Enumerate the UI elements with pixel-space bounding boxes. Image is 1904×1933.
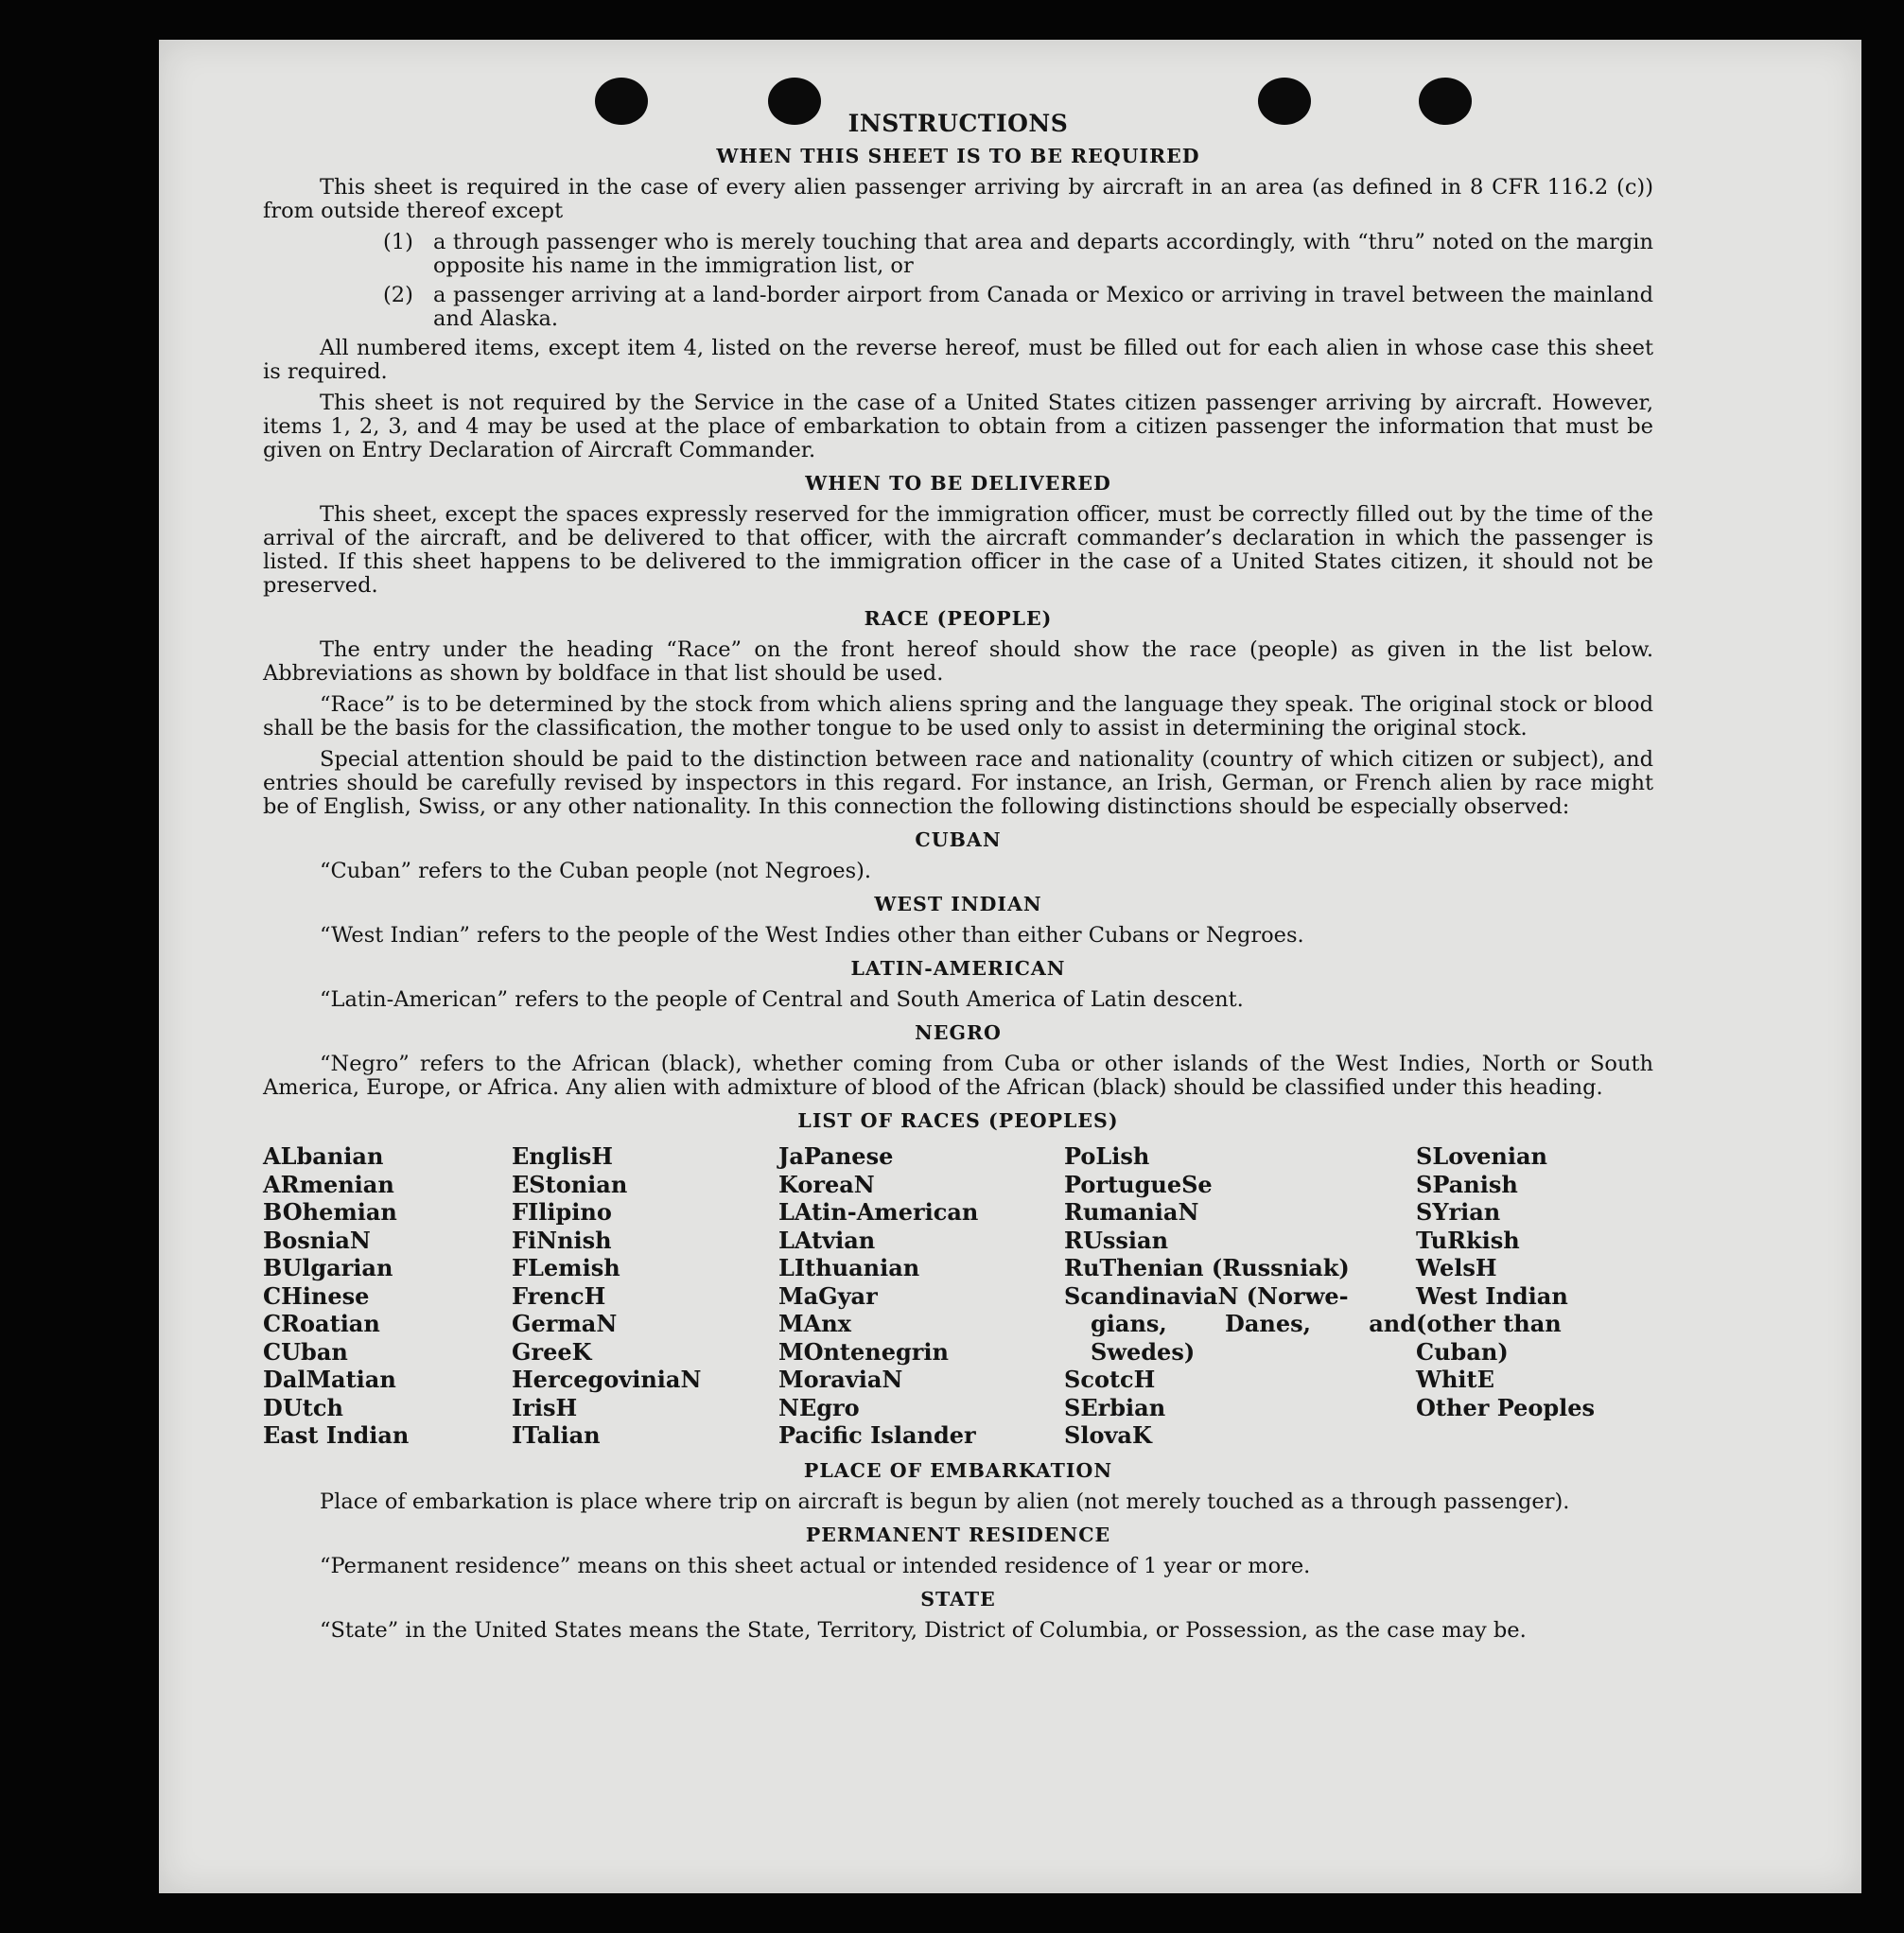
page-title: INSTRUCTIONS <box>847 110 1069 137</box>
item-text: a through passenger who is merely touching that area and departs accordingly, with “thru” noted on the margin opposite his name in the immigration list, or <box>433 230 1653 278</box>
race-item: HercegoviniaN <box>512 1366 702 1393</box>
paragraph: “State” in the United States means the State, Territory, District of Columbia, or Possession, as the case may be. <box>320 1617 1527 1643</box>
race-item: PortugueSe <box>1064 1170 1213 1198</box>
race-item: CRoatian <box>263 1310 380 1337</box>
paragraph: This sheet is not required by the Service in the case of a United States citizen passenger arriving by aircraft. However, items 1, 2, 3, and 4 may be used at the place of embarkation to obtain from a citizen passenger the information that must be given on Entry Declaration of Aircraft Commander. <box>263 391 1653 462</box>
race-item: LIthuanian <box>778 1254 920 1281</box>
heading-latin-american: LATIN-AMERICAN <box>850 957 1066 980</box>
paragraph: “Negro” refers to the African (black), whether coming from Cuba or other islands of the West Indies, North or South America, Europe, or Africa. Any alien with admixture of blood of the African (black) should be classified under this heading. <box>263 1052 1653 1100</box>
race-item: Pacific Islander <box>778 1421 976 1449</box>
race-item: KoreaN <box>778 1170 875 1198</box>
race-item: TuRkish <box>1416 1226 1520 1254</box>
race-item: SYrian <box>1416 1198 1501 1226</box>
race-item: BOhemian <box>263 1198 397 1226</box>
race-column <box>778 1142 1064 1450</box>
race-item: CHinese <box>263 1281 370 1310</box>
heading-west-indian: WEST INDIAN <box>874 893 1042 915</box>
race-item: ALbanian <box>263 1142 384 1170</box>
race-item: West Indian (other than Cuban) <box>1416 1281 1568 1366</box>
race-item: DalMatian <box>263 1366 396 1393</box>
item-text: a passenger arriving at a land-border airport from Canada or Mexico or arriving in travel between the mainland and Alaska. <box>433 283 1653 331</box>
race-item: IrisH <box>512 1393 578 1421</box>
race-item: PoLish <box>1064 1142 1150 1170</box>
race-item: WhitE <box>1416 1366 1494 1393</box>
race-item: RumaniaN <box>1064 1198 1199 1226</box>
race-item: GermaN <box>512 1310 618 1337</box>
paragraph: The entry under the heading “Race” on the front hereof should show the race (people) as given in the list below. Abbreviations as shown by boldface in that list should be used. <box>263 637 1653 686</box>
race-item: WelsH <box>1416 1254 1497 1281</box>
race-item: SErbian <box>1064 1393 1166 1421</box>
race-item: BUlgarian <box>263 1254 393 1281</box>
race-group <box>1064 1366 1416 1450</box>
exception-item <box>383 284 1653 331</box>
heading-cuban: CUBAN <box>915 828 1002 851</box>
heading-race: RACE (PEOPLE) <box>864 607 1053 630</box>
paragraph: This sheet is required in the case of every alien passenger arriving by aircraft in an area (as defined in 8 CFR 116.2 (c)) from outside thereof except <box>263 175 1653 223</box>
race-item: MoraviaN <box>778 1366 903 1393</box>
race-item: SlovaK <box>1064 1421 1152 1449</box>
race-item: EnglisH <box>512 1142 613 1170</box>
race-group <box>1416 1366 1653 1421</box>
race-item: ScandinaviaN (Norwe- <box>1064 1281 1349 1310</box>
paragraph: All numbered items, except item 4, listed on the reverse hereof, must be filled out for each alien in whose case this sheet is required. <box>263 336 1653 384</box>
item-number: (2) <box>383 283 413 307</box>
heading-negro: NEGRO <box>915 1021 1002 1044</box>
race-item: FIlipino <box>512 1198 612 1226</box>
heading-when-delivered: WHEN TO BE DELIVERED <box>805 472 1111 495</box>
race-item: FiNnish <box>512 1226 612 1254</box>
race-item: NEgro <box>778 1393 860 1421</box>
race-item: gians, Danes, and Swedes) <box>1091 1310 1416 1366</box>
heading-list-of-races: LIST OF RACES (PEOPLES) <box>797 1109 1119 1132</box>
race-column <box>1416 1142 1653 1450</box>
item-number: (1) <box>383 230 413 254</box>
heading-state: STATE <box>920 1587 996 1611</box>
race-item: MAnx <box>778 1310 851 1337</box>
paragraph: “Race” is to be determined by the stock from which aliens spring and the language they speak. The original stock or blood shall be the basis for the classification, the mother tongue to be used only to assist in determining the original stock. <box>263 692 1653 740</box>
race-item: MaGyar <box>778 1281 878 1310</box>
race-item: JaPanese <box>778 1142 894 1170</box>
race-item: ARmenian <box>263 1170 394 1198</box>
race-item: CUban <box>263 1337 348 1366</box>
race-column <box>512 1142 778 1450</box>
heading-permanent-residence: PERMANENT RESIDENCE <box>805 1523 1111 1546</box>
race-item: ITalian <box>512 1421 601 1449</box>
race-item: EStonian <box>512 1170 628 1198</box>
definition: “West Indian” refers to the people of the West Indies other than either Cubans or Negroes. <box>320 923 1304 948</box>
race-item: RUssian <box>1064 1226 1169 1254</box>
document-sheet <box>159 40 1861 1893</box>
race-item: FLemish <box>512 1254 620 1281</box>
race-group <box>1064 1142 1416 1310</box>
race-list <box>263 1142 1653 1450</box>
instructions-text <box>263 112 1653 1650</box>
race-item: SPanish <box>1416 1170 1518 1198</box>
exception-item <box>383 231 1653 278</box>
race-item: East Indian <box>263 1421 410 1449</box>
race-item: DUtch <box>263 1393 343 1421</box>
race-group <box>1416 1142 1653 1282</box>
race-item: LAtvian <box>778 1226 876 1254</box>
paragraph: Special attention should be paid to the distinction between race and nationality (country of which citizen or subject), and entries should be carefully revised by inspectors in this regard. For instance, an Irish, German, or French alien by race might be of English, Swiss, or any other nationality. In this connection the following distinctions should be especially observed: <box>263 747 1653 819</box>
heading-embarkation: PLACE OF EMBARKATION <box>803 1458 1113 1482</box>
definition: “Permanent residence” means on this sheet actual or intended residence of 1 year or more. <box>320 1553 1311 1578</box>
race-item: LAtin-American <box>778 1198 979 1226</box>
race-item: ScotcH <box>1064 1366 1156 1393</box>
definition: “Latin-American” refers to the people of Central and South America of Latin descent. <box>320 987 1244 1012</box>
race-item: GreeK <box>512 1337 592 1366</box>
race-item: SLovenian <box>1416 1142 1547 1170</box>
paragraph: Place of embarkation is place where trip on aircraft is begun by alien (not merely touched as a through passenger). <box>320 1489 1570 1514</box>
race-item: FrencH <box>512 1281 606 1310</box>
race-item: RuThenian (Russniak) <box>1064 1254 1350 1281</box>
heading-when-required: WHEN THIS SHEET IS TO BE REQUIRED <box>716 145 1200 167</box>
race-item: MOntenegrin <box>778 1337 949 1366</box>
paragraph: This sheet, except the spaces expressly reserved for the immigration officer, must be correctly filled out by the time of the arrival of the aircraft, and be delivered to that officer, with the aircraft commander’s declaration in which the passenger is listed. If this sheet happens to be delivered to the immigration officer in the case of a United States citizen, it should not be preserved. <box>263 502 1653 598</box>
definition: “Cuban” refers to the Cuban people (not Negroes). <box>320 859 872 883</box>
race-column <box>263 1142 512 1450</box>
race-item: Other Peoples <box>1416 1393 1596 1421</box>
race-column <box>1064 1142 1416 1450</box>
race-item: BosniaN <box>263 1226 371 1254</box>
